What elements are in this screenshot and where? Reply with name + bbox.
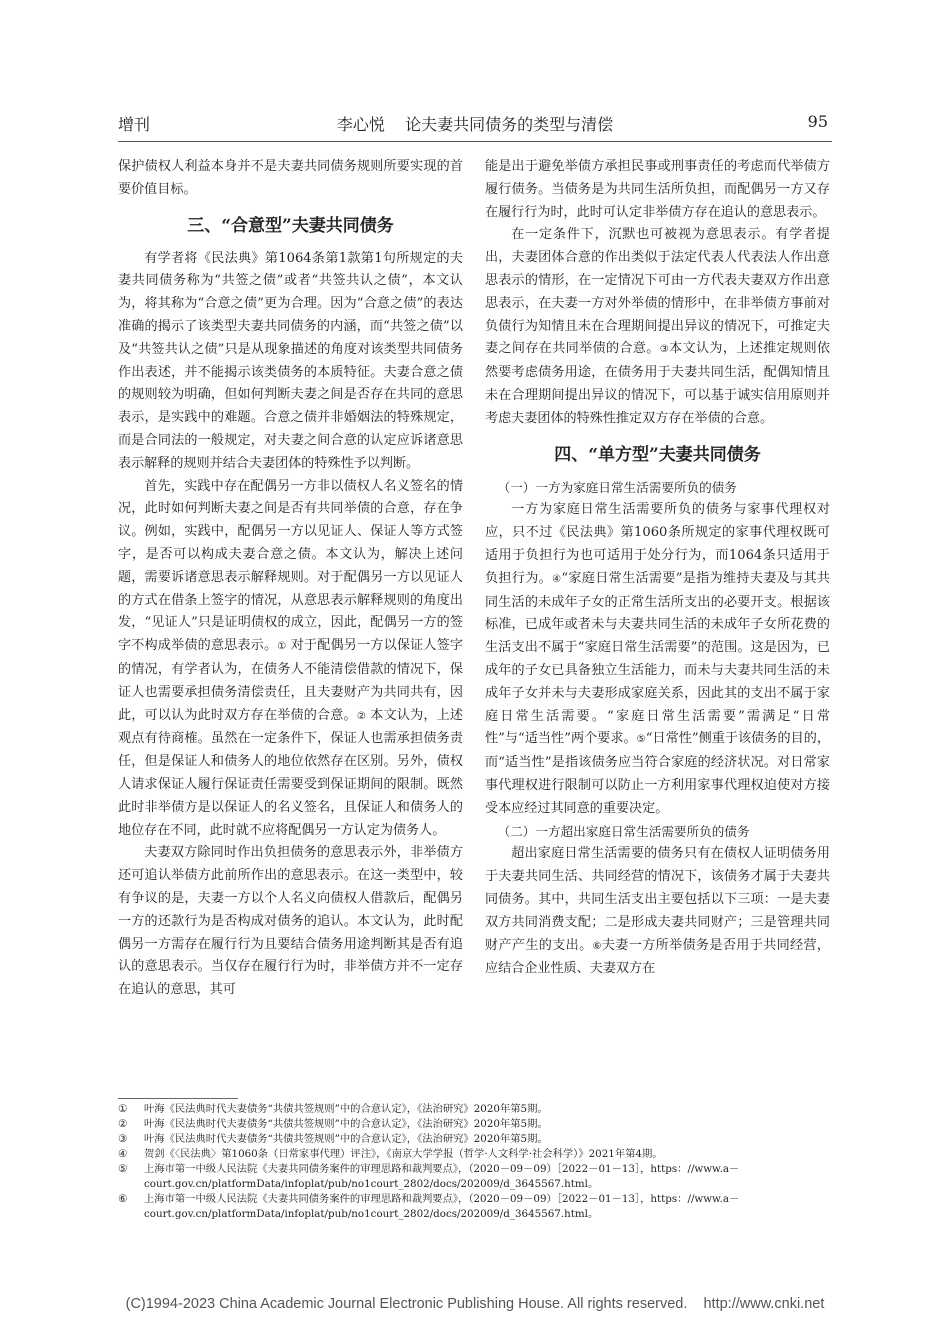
paragraph: 能是出于避免举债方承担民事或刑事责任的考虑而代举债方履行债务。当债务是为共同生活所负担，而配偶另一方又存在履行行为时，此时可认定非举债方存在追认的意思表示。	[485, 159, 830, 220]
paragraph-text: 本文认为，上述推定规则依然要考虑债务用途，在债务用于夫妻共同生活，配偶知情且未在合理期间提出异议的情况下，可以基于诚实信用原则并考虑夫妻团体的特殊性推定双方存在举债的合意。	[485, 341, 831, 426]
header-author-title: 李心悦 论夫妻共同债务的类型与清偿	[336, 115, 614, 134]
page-number: 95	[807, 112, 828, 131]
paragraph	[485, 224, 830, 430]
footnotes	[118, 1102, 832, 1222]
left-column	[118, 156, 463, 1002]
subsection-heading: （二）一方超出家庭日常生活需要所负的债务	[497, 823, 750, 839]
paragraph-text: 超出家庭日常生活需要的债务只有在债权人证明债务用于夫妻共同生活、共同经营的情况下，该债务才属于夫妻共同债务。其中，共同生活支出主要包括以下三项：一是夫妻双方共同消费支配；二是形成夫妻共同财产；三是管理共同财产产生的支出。	[485, 846, 830, 953]
paragraph-text: 本文认为，上述观点有待商榷。虽然在一定条件下，保证人也需承担债务责任，但是保证人和债务人的地位依然存在区别。另外，债权人请求保证人履行保证责任需要受到保证期间的限制。既然此时非举债方是以保证人的名义签名，且保证人和债务人的地位存在不同，此时就不应将配偶另一方认定为债务人。	[118, 707, 464, 838]
footnote	[118, 1132, 832, 1147]
header-rule	[118, 141, 832, 142]
footnote-text: 叶海《民法典时代夫妻债务“共债共签规则”中的合意认定》，《法治研究》2020年第5期。	[144, 1133, 548, 1145]
paragraph	[485, 499, 830, 820]
footnote-ref[interactable]: ③	[659, 344, 670, 356]
footnote	[118, 1102, 832, 1117]
paragraph-text: 夫妻一方所举债务是否用于共同经营，应结合企业性质、夫妻双方在	[485, 937, 830, 977]
paragraph	[118, 476, 463, 843]
paragraph-text: 首先，实践中存在配偶另一方非以债权人名义签名的情况，此时如何判断夫妻之间是否有共同举债的合意，存在争议。例如，实践中，配偶另一方以见证人、保证人等方式签字，是否可以构成夫妻合意之债。本文认为，解决上述问题，需要诉诸意思表示解释规则。对于配偶另一方以见证人的方式在借条上签字的情况，从意思表示解释规则的角度出发，“见证人”只是证明债权的成立，因此，配偶另一方的签字不构成举债的意思表示。	[118, 478, 463, 654]
footnote-text: 贺剑《〈民法典〉第1060条（日常家事代理）评注》，《南京大学学报（哲学·人文科学·社会科学）》2021年第4期。	[144, 1148, 663, 1160]
footnote-number: ②	[118, 1118, 128, 1130]
footnote-text: 叶海《民法典时代夫妻债务“共债共签规则”中的合意认定》，《法治研究》2020年第5期。	[144, 1103, 548, 1115]
paragraph-text: 对于配偶另一方以保证人签字的情况，有学者认为，在债务人不能清偿借款的情况下，保证人也需要承担债务清偿责任，且夫妻财产为共同共有，因此，可以认为此时双方存在举债的合意。	[118, 638, 463, 723]
paragraph	[485, 843, 830, 981]
paragraph-text: “家庭日常生活需要”是指为维持夫妻及与其共同生活的未成年子女的正常生活所支出的必要开支。根据该标准，已成年或者未与夫妻共同生活的未成年子女所花费的生活支出不属于“家庭日常生活需要”的范围。这是因为，已成年的子女已具备独立生活能力，而未与夫妻共同生活的未成年子女并未与夫妻形成家庭关系，因此其的支出不属于家庭日常生活需要。“家庭日常生活需要”需满足“日常性”与“适当性”两个要求。	[485, 570, 831, 747]
footnote	[118, 1162, 832, 1192]
paragraph: 有学者将《民法典》第1064条第1款第1句所规定的夫妻共同债务称为“共签之债”或者“共签共认之债”，本文认为，将其称为“合意之债”更为合理。因为“合意之债”的表达准确的揭示了该类型夫妻共同债务的内涵，而“共签之债”以及“共签共认之债”只是从现象描述的角度对该类型共同债务作出表述，并不能揭示该类债务的本质特征。夫妻合意之债的规则较为明确，但如何判断夫妻之间是否存在共同的意思表示，是实践中的难题。合意之债并非婚姻法的特殊规定，而是合同法的一般规定，对夫妻之间合意的认定应诉诸意思表示解释的规则并结合夫妻团体的特殊性予以判断。	[118, 250, 463, 471]
footnote-text: 上海市第一中级人民法院《夫妻共同债务案件的审理思路和裁判要点》，（2020－09－09）［2022－01－13］，https：//www.a－court.gov.cn/platformData/infoplat/pub/no1court_2802/docs/202009/d_3645567.html。	[144, 1193, 740, 1220]
footnote-ref[interactable]: ④	[552, 573, 562, 585]
running-header	[118, 112, 832, 138]
footnote	[118, 1117, 832, 1132]
journal-issue-label: 增刊	[118, 115, 151, 134]
footnote-number: ⑥	[118, 1193, 128, 1205]
paragraph-text: 一方为家庭日常生活需要所负的债务与家事代理权对应，只不过《民法典》第1060条所规定的家事代理权既可适用于负担行为也可适用于处分行为，而1064条只适用于负担行为。	[485, 502, 830, 586]
paragraph: 夫妻双方除同时作出负担债务的意思表示外，非举债方还可追认举债方此前所作出的意思表示。在这一类型中，较有争议的是，夫妻一方以个人名义向债权人借款后，配偶另一方的还款行为是否构成对债务的追认。本文认为，此时配偶另一方需存在履行行为且要结合债务用途判断其是否有追认的意思表示。当仅存在履行行为时，非举债方并不一定存在追认的意思，其可	[118, 845, 463, 998]
footnote	[118, 1192, 832, 1222]
footnote-number: ①	[118, 1103, 128, 1115]
footnote-ref[interactable]: ⑥	[592, 940, 602, 952]
section-heading-3: 三、“合意型”夫妻共同债务	[187, 215, 394, 236]
footnote-ref[interactable]: ①	[277, 641, 287, 653]
footnote-text: 上海市第一中级人民法院《夫妻共同债务案件的审理思路和裁判要点》，（2020－09－09）［2022－01－13］，https：//www.a－court.gov.cn/platformData/infoplat/pub/no1court_2802/docs/202009/d_3645567.html。	[144, 1163, 740, 1190]
footnote-rule	[118, 1098, 238, 1099]
paragraph: 保护债权人利益本身并不是夫妻共同债务规则所要实现的首要价值目标。	[118, 159, 463, 197]
subsection-heading: （一）一方为家庭日常生活需要所负的债务	[497, 479, 737, 495]
paragraph-text: “日常性”侧重于该债务的目的，而“适当性”是指该债务应当符合家庭的经济状况。对日常家事代理权进行限制可以防止一方利用家事代理权迫使对方接受本应经过其同意的重要决定。	[485, 731, 830, 816]
footnote-text: 叶海《民法典时代夫妻债务“共债共签规则”中的合意认定》，《法治研究》2020年第5期。	[144, 1118, 548, 1130]
right-column	[485, 156, 830, 981]
footnote-number: ⑤	[118, 1163, 128, 1175]
footnote	[118, 1147, 832, 1162]
footnote-number: ③	[118, 1133, 128, 1145]
footnote-number: ④	[118, 1148, 128, 1160]
copyright-notice: (C)1994-2023 China Academic Journal Electronic Publishing House. All rights reserved. http://www.cnki.net	[125, 1296, 825, 1312]
section-heading-4: 四、“单方型”夫妻共同债务	[554, 444, 761, 465]
footnote-ref[interactable]: ⑤	[636, 734, 646, 746]
footnote-ref[interactable]: ②	[356, 710, 366, 722]
paragraph-text: 在一定条件下，沉默也可被视为意思表示。有学者提出，夫妻团体合意的作出类似于法定代表人代表法人作出意思表示的情形，在一定情况下可由一方代表夫妻双方作出意思表示，在夫妻一方对外举债的情形中，在非举债方事前对负债行为知情且未在合理期间提出异议的情况下，可推定夫妻之间存在共同举债的合意。	[485, 227, 830, 357]
